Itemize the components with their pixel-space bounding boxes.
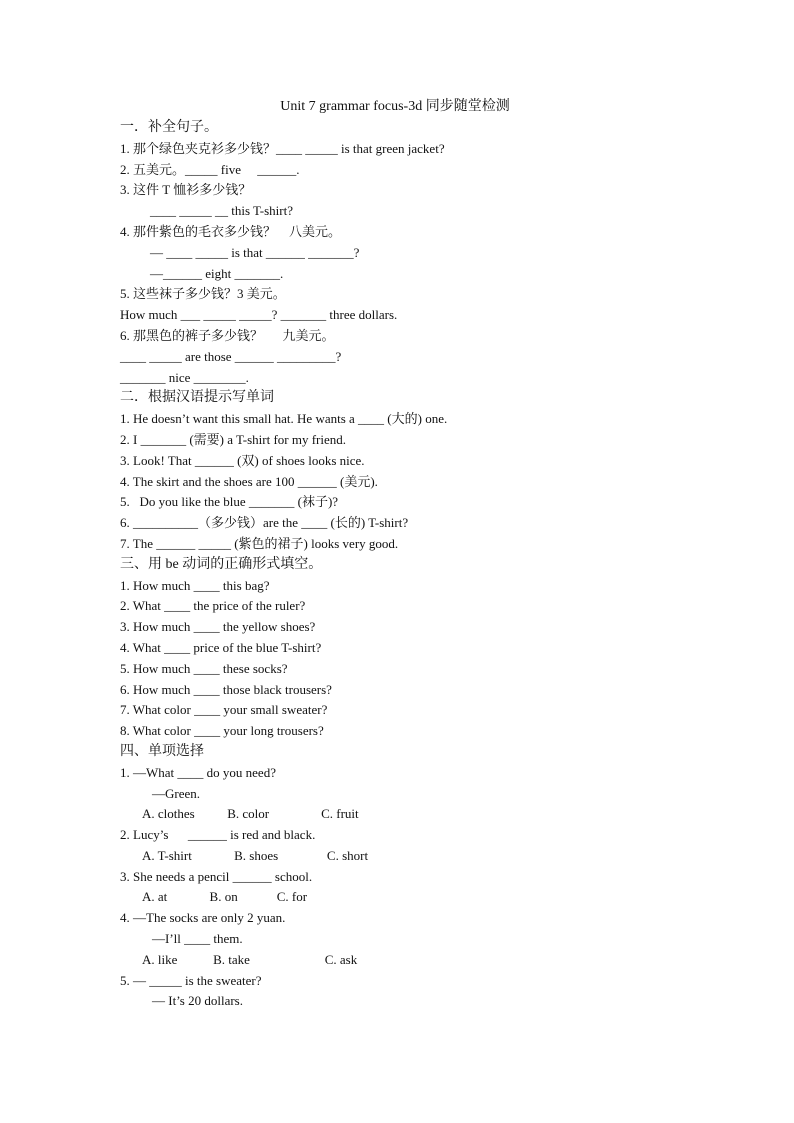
worksheet-line: A. like B. take C. ask xyxy=(142,951,358,967)
worksheet-line: 2. I _______ (需要) a T-shirt for my friend. xyxy=(120,431,347,447)
worksheet-line: 2. What ____ the price of the ruler? xyxy=(120,598,306,614)
worksheet-line: 1. He doesn’t want this small hat. He wants a ____ (大的) one. xyxy=(120,411,448,427)
worksheet-line: 3. She needs a pencil ______ school. xyxy=(120,868,313,884)
section-heading: 三、用 be 动词的正确形式填空。 xyxy=(120,556,323,572)
worksheet-title xyxy=(0,97,794,117)
worksheet-line: How much ___ _____ _____? _______ three dollars. xyxy=(120,307,398,323)
worksheet-line: _______ nice ________. xyxy=(120,369,249,385)
worksheet-line: A. clothes B. color C. fruit xyxy=(142,806,359,822)
worksheet-content xyxy=(120,118,680,1012)
worksheet-line: A. at B. on C. for xyxy=(142,889,308,905)
section-heading: 四、单项选择 xyxy=(120,743,204,759)
worksheet-line: 3. How much ____ the yellow shoes? xyxy=(120,619,316,635)
worksheet-title-text: Unit 7 grammar focus-3d 同步随堂检测 xyxy=(280,99,510,114)
worksheet-line: A. T-shirt B. shoes C. short xyxy=(142,847,369,863)
worksheet-line: —______ eight _______. xyxy=(150,265,284,281)
worksheet-line: 5. How much ____ these socks? xyxy=(120,660,288,676)
worksheet-line: 7. What color ____ your small sweater? xyxy=(120,702,328,718)
worksheet-line: — It’s 20 dollars. xyxy=(152,993,243,1009)
worksheet-line: 4. —The socks are only 2 yuan. xyxy=(120,910,286,926)
section-heading: 一．补全句子。 xyxy=(120,120,218,135)
worksheet-line: 3. Look! That ______ (双) of shoes looks nice. xyxy=(120,452,365,468)
worksheet-line: 2. 五美元。_____ five ______. xyxy=(120,161,300,177)
worksheet-line: 6. __________（多少钱）are the ____ (长的) T-shirt? xyxy=(120,515,409,531)
worksheet-line: 4. What ____ price of the blue T-shirt? xyxy=(120,639,322,655)
worksheet-line: 1. How much ____ this bag? xyxy=(120,577,270,593)
worksheet-line: 6. 那黑色的裤子多少钱？ 九美元。 xyxy=(120,327,335,343)
worksheet-line: 3. 这件 T 恤衫多少钱？ xyxy=(120,182,252,198)
worksheet-line: —Green. xyxy=(152,785,201,801)
worksheet-line: 6. How much ____ those black trousers? xyxy=(120,681,332,697)
worksheet-line: —I’ll ____ them. xyxy=(152,931,243,947)
worksheet-line: ____ _____ are those ______ _________? xyxy=(120,348,342,364)
worksheet-line: 2. Lucy’s ______ is red and black. xyxy=(120,827,316,843)
worksheet-line: 5. 这些袜子多少钱？3 美元。 xyxy=(120,286,286,302)
worksheet-line: 5. Do you like the blue _______ (袜子)? xyxy=(120,494,339,510)
worksheet-line: ____ _____ __ this T-shirt? xyxy=(150,203,294,219)
section-heading: 二．根据汉语提示写单词 xyxy=(120,390,274,406)
worksheet-line: — ____ _____ is that ______ _______? xyxy=(150,244,360,260)
worksheet-line: 1. 那个绿色夹克衫多少钱？____ _____ is that green jacket? xyxy=(120,140,445,156)
worksheet-line: 4. 那件紫色的毛衣多少钱？ 八美元。 xyxy=(120,223,342,239)
worksheet-line: 7. The ______ _____ (紫色的裙子) looks very good. xyxy=(120,535,399,551)
worksheet-line: 5. — _____ is the sweater? xyxy=(120,972,262,988)
worksheet-line: 4. The skirt and the shoes are 100 ______ (美元). xyxy=(120,473,378,489)
worksheet-line: 1. —What ____ do you need? xyxy=(120,764,276,780)
worksheet-line: 8. What color ____ your long trousers? xyxy=(120,723,324,739)
